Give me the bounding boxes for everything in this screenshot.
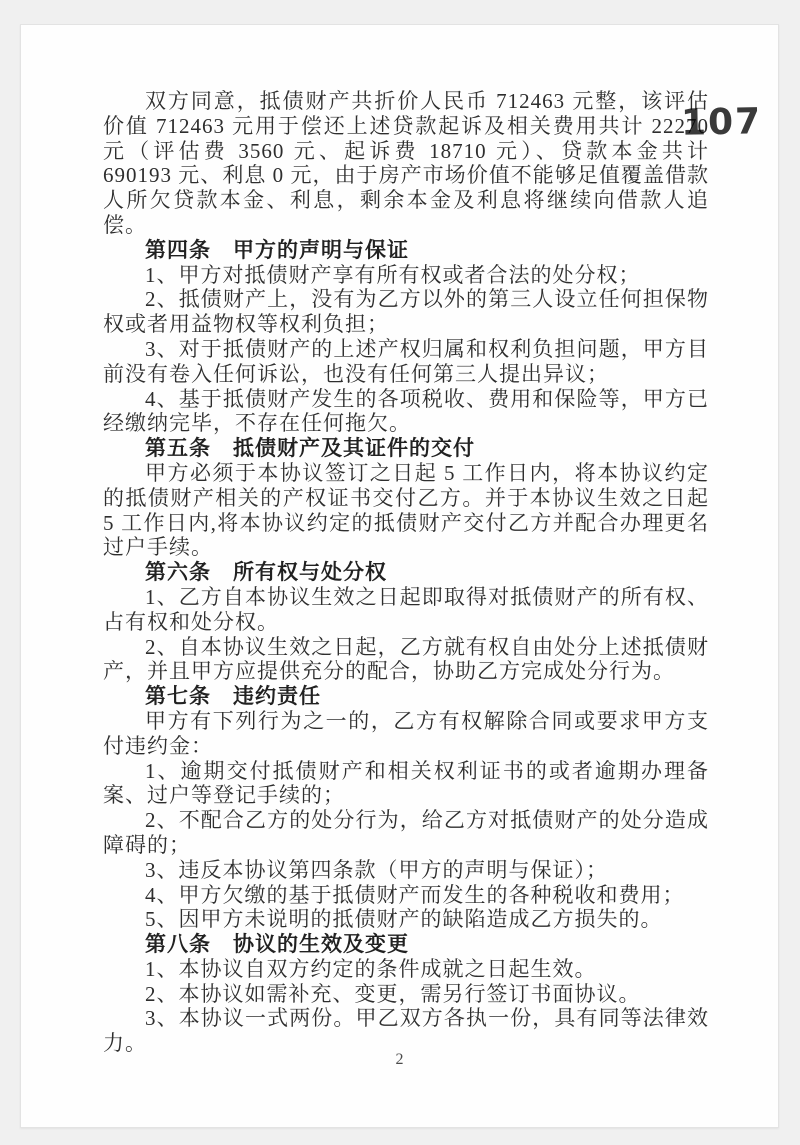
document-page: [20, 24, 779, 1128]
section-heading: 第五条 抵债财产及其证件的交付: [145, 436, 475, 461]
contract-paragraph: 甲方必须于本协议签订之日起 5 工作日内，将本协议约定的抵债财产相关的产权证书交付乙方。并于本协议生效之日起 5 工作日内,将本协议约定的抵债财产交付乙方并配合办理更名过户手续。: [103, 460, 709, 560]
contract-paragraph: 双方同意，抵债财产共折价人民币 712463 元整，该评估价值 712463 元用于偿还上述贷款起诉及相关费用共计 22270 元（评估费 3560 元、起诉费 18710 元）、贷款本金共计 690193 元、利息 0 元，由于房产市场价值不能够足值覆盖借款人所欠贷款本金、利息，剩余本金及利息将继续向借款人追偿。: [103, 89, 709, 237]
contract-paragraph: 2、抵债财产上，没有为乙方以外的第三人设立任何担保物权或者用益物权等权利负担；: [103, 287, 709, 337]
contract-paragraph: 1、逾期交付抵债财产和相关权利证书的或者逾期办理备案、过户等登记手续的；: [103, 758, 709, 808]
contract-paragraph: 1、乙方自本协议生效之日起即取得对抵债财产的所有权、占有权和处分权。: [103, 584, 709, 634]
contract-paragraph: 1、本协议自双方约定的条件成就之日起生效。: [145, 956, 597, 981]
section-heading: 第六条 所有权与处分权: [145, 560, 387, 585]
section-heading: 第八条 协议的生效及变更: [145, 932, 409, 957]
contract-text: [103, 89, 709, 1056]
contract-paragraph: 1、甲方对抵债财产享有所有权或者合法的处分权；: [145, 262, 641, 287]
contract-paragraph: 3、违反本协议第四条款（甲方的声明与保证）；: [145, 857, 608, 882]
contract-paragraph: 5、因甲方未说明的抵债财产的缺陷造成乙方损失的。: [145, 907, 663, 932]
contract-paragraph: 甲方有下列行为之一的，乙方有权解除合同或要求甲方支付违约金：: [103, 708, 709, 758]
contract-paragraph: 2、不配合乙方的处分行为，给乙方对抵债财产的处分造成障碍的；: [103, 808, 709, 857]
contract-paragraph: 4、基于抵债财产发生的各项税收、费用和保险等，甲方已经缴纳完毕，不存在任何拖欠。: [103, 386, 709, 436]
contract-paragraph: 3、对于抵债财产的上述产权归属和权利负担问题，甲方目前没有卷入任何诉讼，也没有任何第三人提出异议；: [103, 336, 709, 386]
contract-paragraph: 2、自本协议生效之日起，乙方就有权自由处分上述抵债财产，并且甲方应提供充分的配合，协助乙方完成处分行为。: [103, 634, 709, 684]
contract-paragraph: 4、甲方欠缴的基于抵债财产而发生的各种税收和费用；: [145, 882, 685, 907]
section-heading: 第七条 违约责任: [145, 684, 321, 709]
section-heading: 第四条 甲方的声明与保证: [145, 237, 409, 262]
page-stamp-number: 107: [680, 101, 763, 144]
contract-paragraph: 2、本协议如需补充、变更，需另行签订书面协议。: [145, 981, 641, 1006]
footer-page-number: 2: [395, 1051, 404, 1068]
contract-paragraph: 3、本协议一式两份。甲乙双方各执一份，具有同等法律效力。: [103, 1006, 709, 1056]
